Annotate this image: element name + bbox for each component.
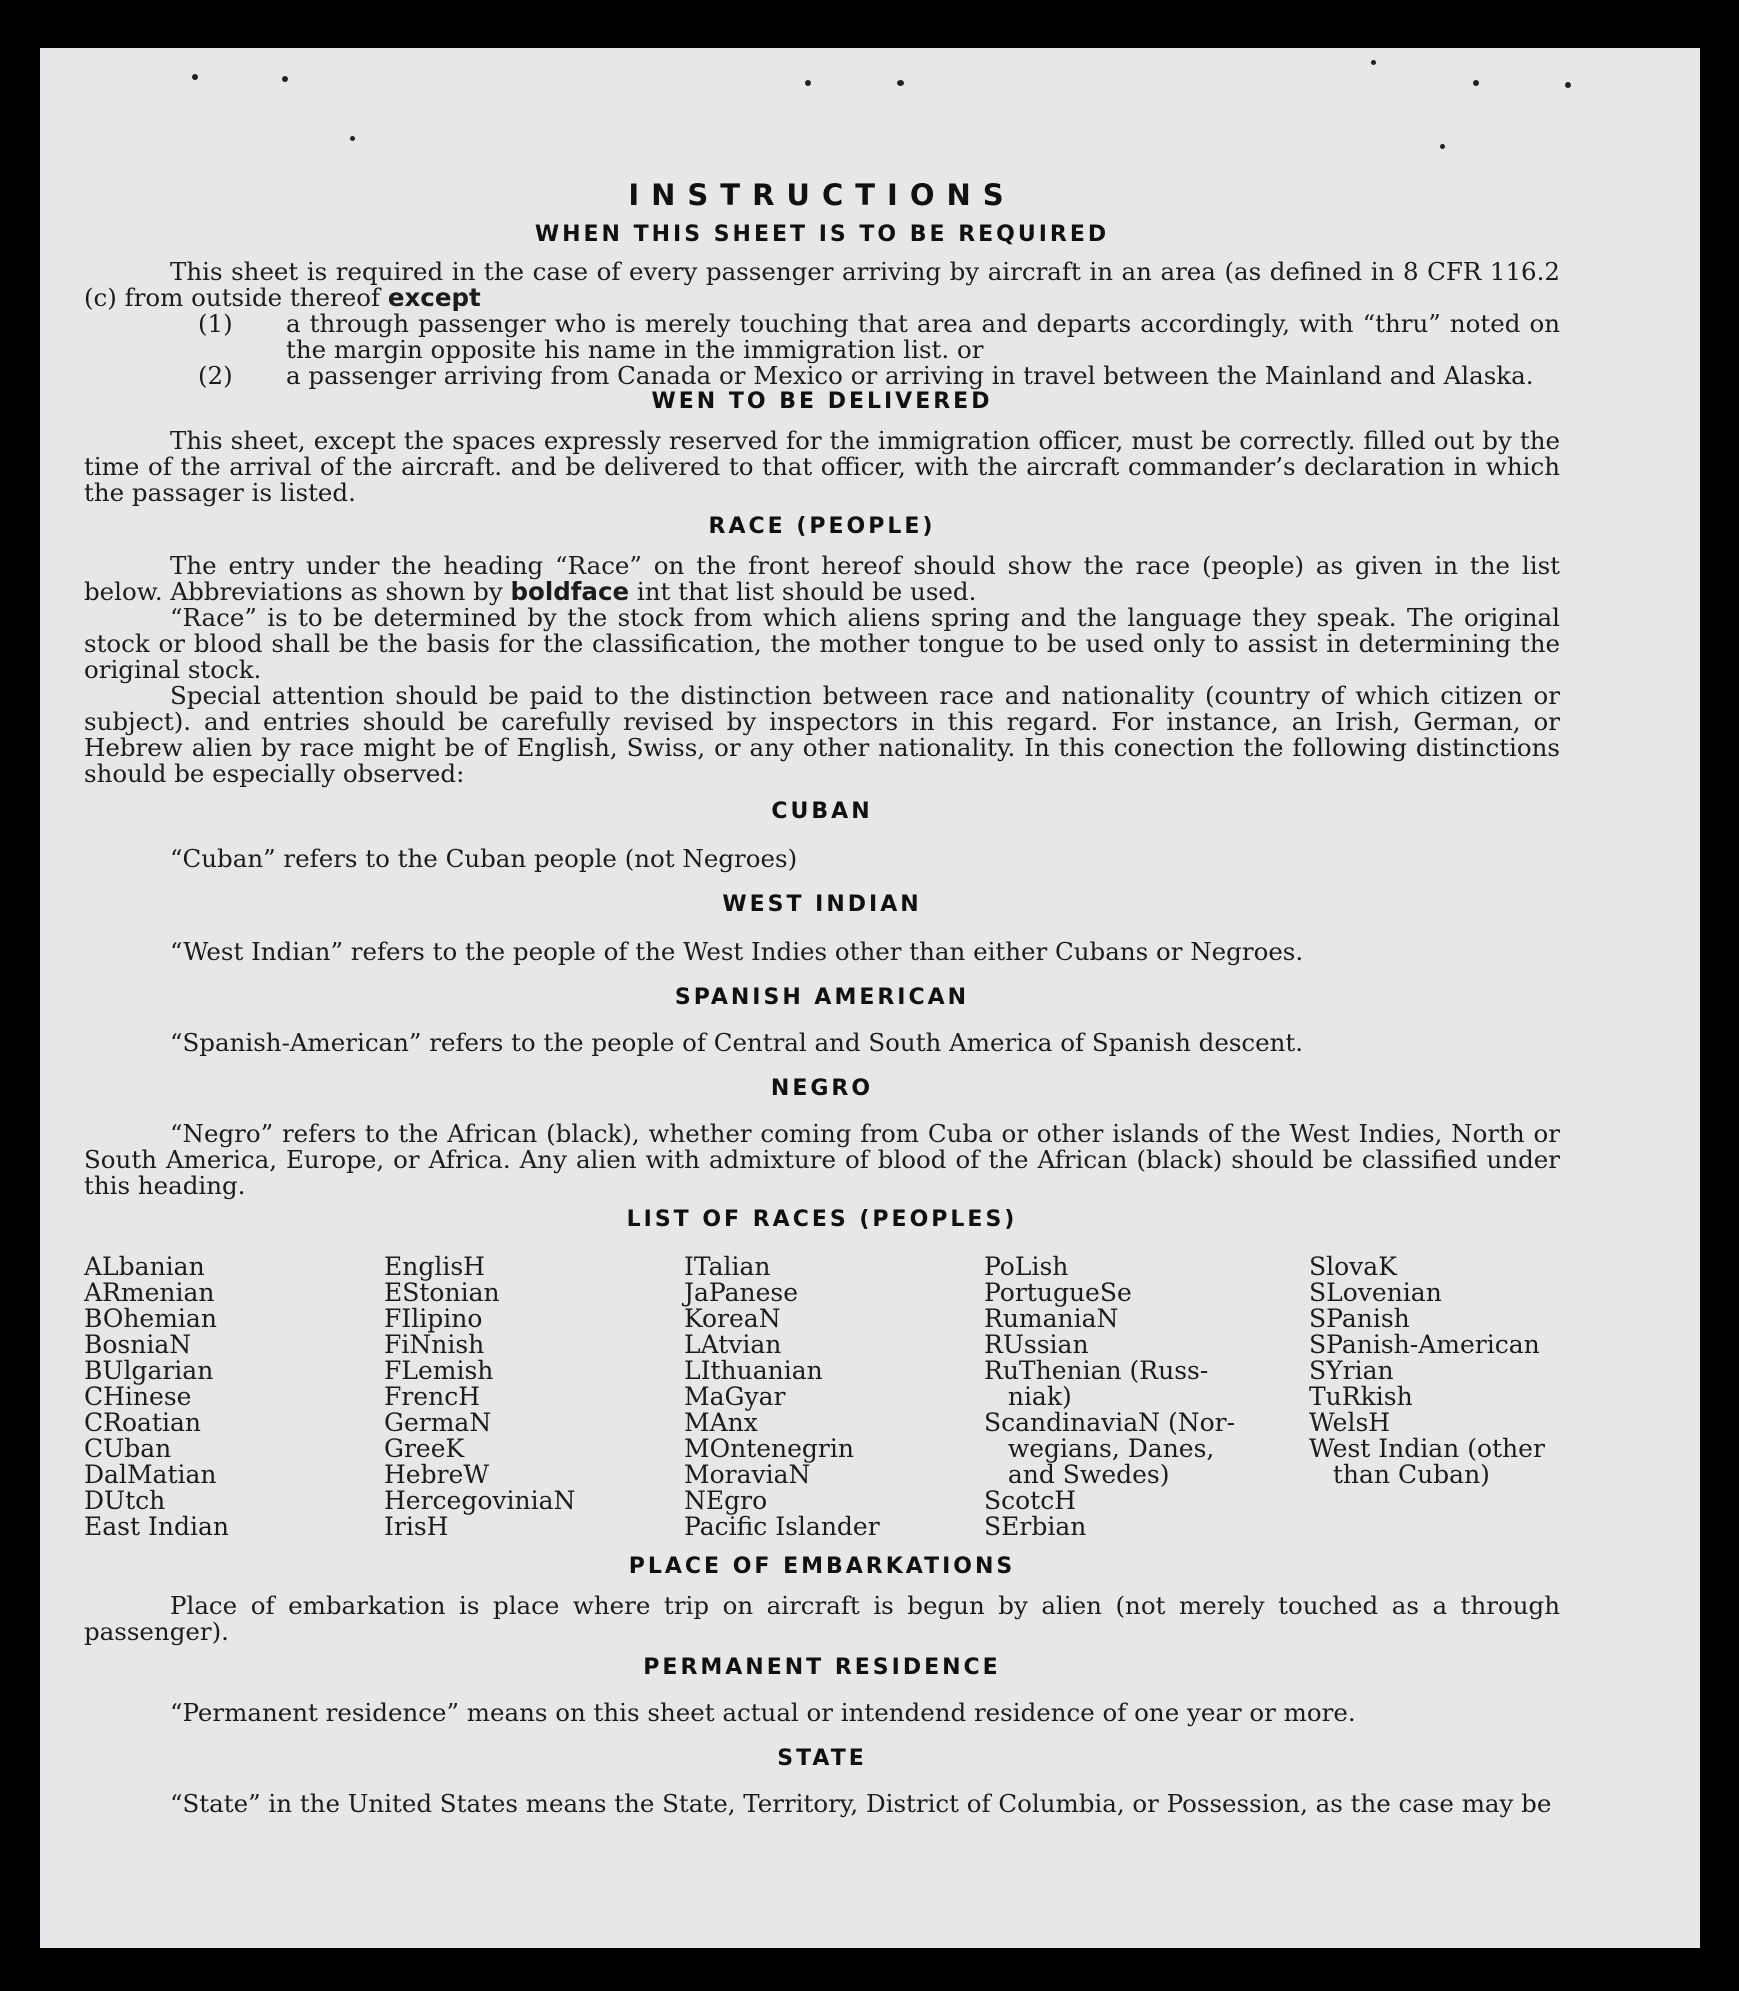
instructions-body [84, 178, 1560, 1817]
cuban-text: “Cuban” refers to the Cuban people (not Negroes) [170, 844, 798, 873]
heading-cuban: CUBAN [771, 799, 873, 824]
when-required-text: This sheet is required in the case of every passenger arriving by aircraft in an area (as defined in 8 CFR 116.2 (c) from outside thereof except [84, 257, 1560, 312]
race-entry: ScandinaviaN (Nor- [984, 1408, 1236, 1437]
race-entry: HebreW [384, 1460, 490, 1489]
race-entry: FrencH [384, 1382, 480, 1411]
races-column [84, 1254, 384, 1540]
race-entry: WelsH [1309, 1408, 1391, 1437]
race-paragraph-2: “Race” is to be determined by the stock from which aliens spring and the language they speak. The original stock or blood shall be the basis for the classification, the mother tongue to be used only to assist in determining the original stock. [84, 603, 1560, 684]
race-entry: TuRkish [1309, 1382, 1413, 1411]
race-entry: FLemish [384, 1356, 494, 1385]
heading-race: RACE (PEOPLE) [708, 514, 936, 539]
race-paragraph-3: Special attention should be paid to the distinction between race and nationality (country of which citizen or subject). and entries should be carefully revised by inspectors in this regard. For instance, an Irish, German, or Hebrew alien by race might be of English, Swiss, or any other nationality. In this conection the following distinctions should be especially observed: [84, 681, 1560, 788]
race-entry: LAtvian [684, 1330, 782, 1359]
race-entry: CRoatian [84, 1408, 201, 1437]
west-indian-text: “West Indian” refers to the people of the West Indies other than either Cubans or Negroes. [170, 937, 1304, 966]
race-entry: KoreaN [684, 1304, 781, 1333]
race-entry: RUssian [984, 1330, 1089, 1359]
race-entry: FIlipino [384, 1304, 483, 1333]
race-entry: BOhemian [84, 1304, 217, 1333]
races-column [984, 1254, 1309, 1540]
speck [1565, 82, 1571, 88]
race-entry: ALbanian [84, 1252, 205, 1281]
speck [282, 76, 288, 82]
races-column [684, 1254, 984, 1540]
race-entry: Pacific Islander [684, 1512, 880, 1541]
speck [1371, 60, 1376, 65]
race-entry: East Indian [84, 1512, 229, 1541]
race-entry: SErbian [984, 1512, 1087, 1541]
exception-item-2: (2) a passenger arriving from Canada or Mexico or arriving in travel between the Mainland and Alaska. [198, 361, 1534, 390]
spanish-american-text: “Spanish-American” refers to the people of Central and South America of Spanish descent. [170, 1028, 1304, 1057]
race-entry: MaGyar [684, 1382, 786, 1411]
speck [1440, 144, 1445, 149]
state-text: “State” in the United States means the State, Territory, District of Columbia, or Possession, as the case may be [170, 1789, 1552, 1818]
race-entry: EnglisH [384, 1252, 485, 1281]
race-entry: SPanish-American [1309, 1330, 1540, 1359]
race-entry: ARmenian [84, 1278, 215, 1307]
race-entry: HercegoviniaN [384, 1486, 576, 1515]
race-paragraph-1: The entry under the heading “Race” on the front hereof should show the race (people) as given in the list below. Abbreviations as shown by boldface int that list should be used. [84, 551, 1560, 606]
heading-west-indian: WEST INDIAN [722, 892, 922, 917]
race-entry: SYrian [1309, 1356, 1394, 1385]
race-entry: BosniaN [84, 1330, 192, 1359]
heading-delivered: WEN TO BE DELIVERED [651, 389, 993, 414]
permanent-residence-text: “Permanent residence” means on this sheet actual or intendend residence of one year or more. [170, 1698, 1356, 1727]
exception-item-1: (1) a through passenger who is merely touching that area and departs accordingly, with “thru” noted on the margin opposite his name in the immigration list. or [198, 309, 1560, 364]
race-entry: GreeK [384, 1434, 465, 1463]
race-entry: CUban [84, 1434, 172, 1463]
embarkation-text: Place of embarkation is place where trip on aircraft is begun by alien (not merely touched as a through passenger). [84, 1591, 1560, 1646]
document-page [40, 48, 1700, 1948]
race-entry: BUlgarian [84, 1356, 214, 1385]
race-entry: DUtch [84, 1486, 166, 1515]
race-entry: RumaniaN [984, 1304, 1119, 1333]
races-column [384, 1254, 684, 1540]
race-entry: ScotcH [984, 1486, 1077, 1515]
race-entry: PortugueSe [984, 1278, 1132, 1307]
speck [805, 80, 811, 86]
race-entry: than Cuban) [1309, 1460, 1490, 1489]
race-entry: ITalian [684, 1252, 771, 1281]
races-column [1309, 1254, 1560, 1540]
race-entry: MOntenegrin [684, 1434, 854, 1463]
race-entry: FiNnish [384, 1330, 485, 1359]
race-entry: West Indian (other [1309, 1434, 1545, 1463]
speck [350, 136, 355, 141]
race-entry: GermaN [384, 1408, 492, 1437]
race-entry: and Swedes) [984, 1460, 1170, 1489]
race-entry: RuThenian (Russ- [984, 1356, 1209, 1385]
race-entry: MAnx [684, 1408, 758, 1437]
except-word: except [387, 283, 481, 312]
race-entry: EStonian [384, 1278, 500, 1307]
heading-when-required: WHEN THIS SHEET IS TO BE REQUIRED [534, 222, 1110, 247]
page-title: INSTRUCTIONS [628, 178, 1016, 212]
race-entry: wegians, Danes, [984, 1434, 1215, 1463]
race-entry: JaPanese [684, 1278, 799, 1307]
speck [1473, 80, 1479, 86]
heading-negro: NEGRO [770, 1076, 874, 1101]
speck [897, 80, 904, 86]
negro-text: “Negro” refers to the African (black), whether coming from Cuba or other islands of the West Indies, North or South America, Europe, or Africa. Any alien with admixture of blood of the African (black) should be classified under this heading. [84, 1119, 1560, 1200]
race-entry: CHinese [84, 1382, 192, 1411]
race-entry: niak) [984, 1382, 1072, 1411]
heading-permanent-residence: PERMANENT RESIDENCE [643, 1655, 1001, 1680]
heading-embarkation: PLACE OF EMBARKATIONS [628, 1554, 1016, 1579]
boldface-word: boldface [510, 577, 630, 606]
race-entry: IrisH [384, 1512, 449, 1541]
heading-state: STATE [777, 1746, 867, 1771]
race-entry: SlovaK [1309, 1252, 1397, 1281]
race-entry: NEgro [684, 1486, 768, 1515]
speck [192, 74, 198, 80]
heading-spanish-american: SPANISH AMERICAN [674, 985, 970, 1010]
race-entry: SPanish [1309, 1304, 1410, 1333]
race-entry: SLovenian [1309, 1278, 1442, 1307]
race-entry: PoLish [984, 1252, 1069, 1281]
race-entry: LIthuanian [684, 1356, 823, 1385]
race-entry: DalMatian [84, 1460, 217, 1489]
races-list [84, 1254, 1560, 1540]
heading-list-of-races: LIST OF RACES (PEOPLES) [626, 1207, 1018, 1232]
delivered-text: This sheet, except the spaces expressly reserved for the immigration officer, must be correctly. filled out by the time of the arrival of the aircraft. and be delivered to that officer, with the aircraft commander’s declaration in which the passager is listed. [84, 426, 1560, 507]
race-entry: MoraviaN [684, 1460, 811, 1489]
